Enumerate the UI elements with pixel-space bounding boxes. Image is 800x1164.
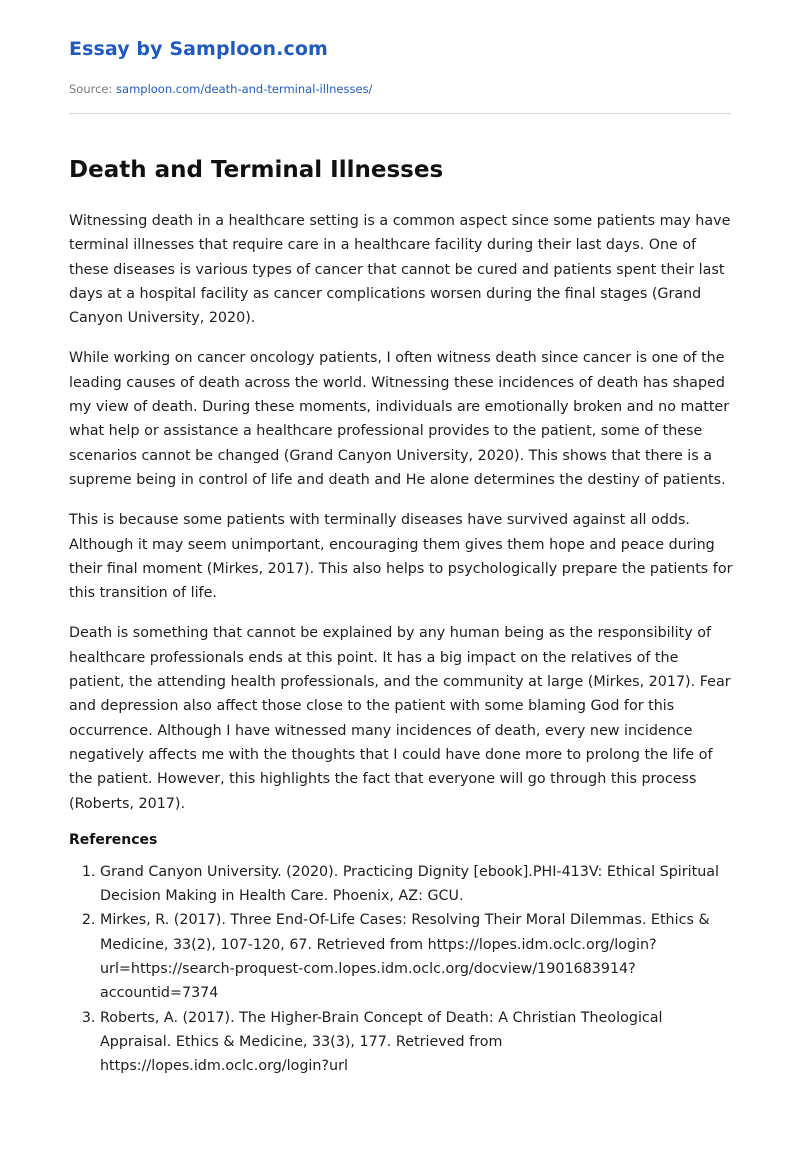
paragraph-4: Death is something that cannot be explained by any human being as the responsibility of healthcare professionals ends at this point. It has a big impact on the relatives of the patient, the attending health professionals, and the community at large (Mirkes, 2017). Fear and depression also affect those close to the patient with some blaming God for this occurrence. Although I have witnessed many incidences of death, every new incidence negatively affects me with the thoughts that I could have done more to prolong the life of the patient. However, this highlights the fact that everyone will go through this process (Roberts, 2017). xyxy=(69,625,731,812)
article-body xyxy=(69,209,733,1079)
paragraph-3: This is because some patients with terminally diseases have survived against all odds. Although it may seem unimportant, encouraging them gives them hope and peace during their final moment (Mirkes, 2017). This also helps to psychologically prepare the patients for this transition of life. xyxy=(69,512,733,602)
brand-title[interactable]: Essay by Samploon.com xyxy=(69,38,328,60)
reference-item-1: 1. Grand Canyon University. (2020). Practicing Dignity [ebook].PHI-413V: Ethical Spiritual Decision Making in Health Care. Phoenix, AZ: GCU. xyxy=(100,860,733,909)
page-title: Death and Terminal Illnesses xyxy=(69,157,444,183)
references-list xyxy=(69,860,733,1079)
reference-item-2: 2. Mirkes, R. (2017). Three End-Of-Life Cases: Resolving Their Moral Dilemmas. Ethics & Medicine, 33(2), 107-120, 67. Retrieved from https://lopes.idm.oclc.org/login?url=https://search-proquest-com.lopes.idm.oclc.org/docview/1901683914?accountid=7374 xyxy=(100,908,733,1005)
source-line xyxy=(69,82,372,96)
source-link[interactable]: samploon.com/death-and-terminal-illnesses/ xyxy=(116,82,373,96)
paragraph-2: While working on cancer oncology patients, I often witness death since cancer is one of the leading causes of death across the world. Witnessing these incidences of death has shaped my view of death. During these moments, individuals are emotionally broken and no matter what help or assistance a healthcare professional provides to the patient, some of these scenarios cannot be changed (Grand Canyon University, 2020). This shows that there is a supreme being in control of life and death and He alone determines the destiny of patients. xyxy=(69,350,730,488)
reference-item-3: 3. Roberts, A. (2017). The Higher-Brain Concept of Death: A Christian Theological Appraisal. Ethics & Medicine, 33(3), 177. Retrieved from https://lopes.idm.oclc.org/login?url xyxy=(100,1006,733,1079)
paragraph-1: Witnessing death in a healthcare setting is a common aspect since some patients may have terminal illnesses that require care in a healthcare facility during their last days. One of these diseases is various types of cancer that cannot be cured and patients spent their last days at a hospital facility as cancer complications worsen during the final stages (Grand Canyon University, 2020). xyxy=(69,213,731,327)
source-label: Source: xyxy=(69,82,117,96)
header-divider xyxy=(69,113,731,114)
references-heading: References xyxy=(69,831,158,848)
